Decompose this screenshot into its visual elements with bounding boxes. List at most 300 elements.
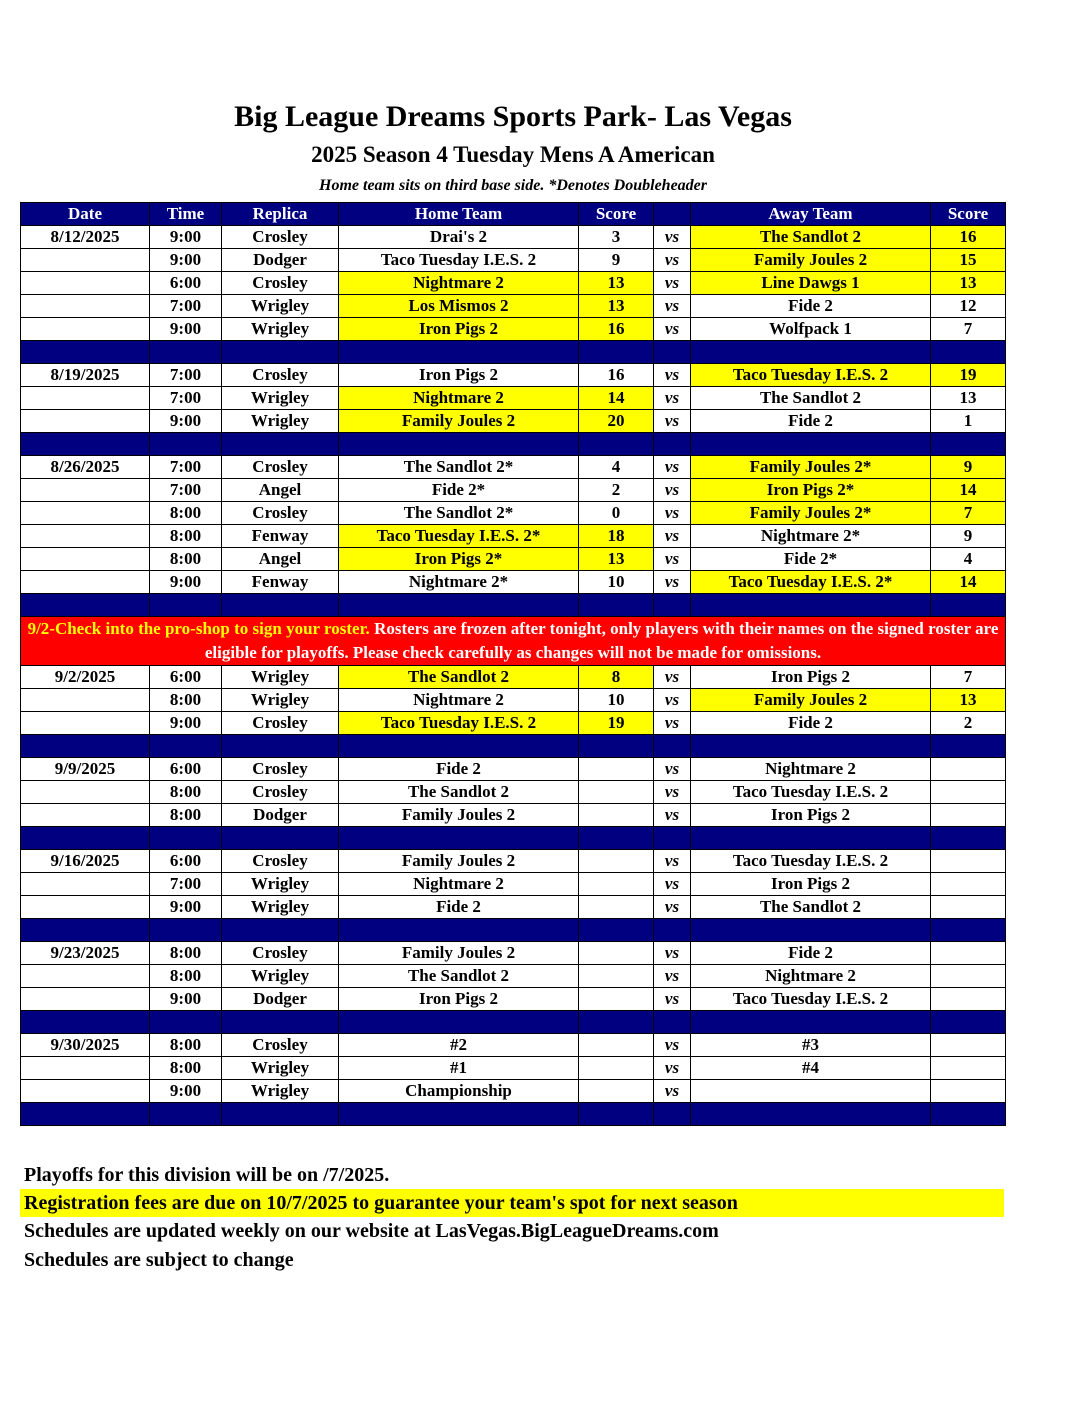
home-team: Fide 2 [339,758,579,781]
header-away-score: Score [931,203,1006,226]
schedule-body [21,226,1006,1126]
game-row [21,525,1006,548]
game-row [21,456,1006,479]
vs-label: vs [654,896,691,919]
away-score [931,850,1006,873]
week-separator-row [21,1011,1006,1034]
game-date [21,689,150,712]
home-team: Nightmare 2* [339,571,579,594]
home-team: Nightmare 2 [339,689,579,712]
home-team: Fide 2 [339,896,579,919]
home-score [579,942,654,965]
home-team: The Sandlot 2* [339,502,579,525]
game-time: 8:00 [150,548,222,571]
home-team: #2 [339,1034,579,1057]
game-row [21,548,1006,571]
game-replica: Wrigley [222,318,339,341]
game-date [21,410,150,433]
away-score: 16 [931,226,1006,249]
separator-cell [150,594,222,617]
separator-cell [579,919,654,942]
home-score: 13 [579,295,654,318]
separator-cell [21,827,150,850]
game-time: 9:00 [150,712,222,735]
away-team: Taco Tuesday I.E.S. 2 [691,364,931,387]
away-score [931,1080,1006,1103]
game-time: 9:00 [150,249,222,272]
game-row [21,873,1006,896]
game-row [21,387,1006,410]
game-time: 8:00 [150,1057,222,1080]
home-score: 13 [579,272,654,295]
game-row [21,226,1006,249]
vs-label: vs [654,502,691,525]
game-row [21,295,1006,318]
game-time: 8:00 [150,804,222,827]
home-score [579,1080,654,1103]
game-time: 7:00 [150,387,222,410]
away-team: Fide 2 [691,410,931,433]
away-score [931,896,1006,919]
game-date [21,781,150,804]
home-team: Taco Tuesday I.E.S. 2 [339,249,579,272]
game-replica: Crosley [222,712,339,735]
game-date [21,249,150,272]
away-team [691,1080,931,1103]
home-score: 3 [579,226,654,249]
game-time: 7:00 [150,479,222,502]
home-team: Nightmare 2 [339,873,579,896]
game-replica: Crosley [222,781,339,804]
week-separator-row [21,1103,1006,1126]
game-replica: Crosley [222,942,339,965]
away-score: 7 [931,666,1006,689]
away-team: The Sandlot 2 [691,226,931,249]
header-away-team: Away Team [691,203,931,226]
away-team: #3 [691,1034,931,1057]
separator-cell [654,594,691,617]
home-score [579,1057,654,1080]
separator-cell [579,433,654,456]
home-score: 8 [579,666,654,689]
notice-highlight: Check into the pro-shop to sign your roster. [54,619,370,638]
separator-cell [150,1011,222,1034]
week-separator-row [21,594,1006,617]
game-time: 9:00 [150,226,222,249]
home-score: 16 [579,318,654,341]
separator-cell [339,1011,579,1034]
separator-cell [150,1103,222,1126]
away-score [931,804,1006,827]
game-time: 7:00 [150,873,222,896]
game-time: 9:00 [150,896,222,919]
vs-label: vs [654,712,691,735]
home-score: 18 [579,525,654,548]
away-team: Fide 2 [691,295,931,318]
footer-playoffs: Playoffs for this division will be on /7/2025. [24,1164,390,1186]
separator-cell [691,1011,931,1034]
vs-label: vs [654,804,691,827]
game-time: 6:00 [150,758,222,781]
away-team: Nightmare 2* [691,525,931,548]
game-replica: Angel [222,548,339,571]
away-team: Iron Pigs 2 [691,804,931,827]
separator-cell [339,594,579,617]
notice-date: 9/2- [27,619,55,638]
game-replica: Angel [222,479,339,502]
header-replica: Replica [222,203,339,226]
separator-cell [654,919,691,942]
game-date [21,804,150,827]
separator-cell [222,341,339,364]
away-team: Taco Tuesday I.E.S. 2 [691,781,931,804]
vs-label: vs [654,456,691,479]
away-score: 2 [931,712,1006,735]
away-score: 14 [931,479,1006,502]
separator-cell [21,1103,150,1126]
game-time: 8:00 [150,781,222,804]
week-separator-row [21,341,1006,364]
game-date [21,896,150,919]
home-team: The Sandlot 2 [339,781,579,804]
vs-label: vs [654,689,691,712]
footer-subject: Schedules are subject to change [24,1249,294,1271]
game-replica: Fenway [222,571,339,594]
game-row [21,1080,1006,1103]
home-score [579,850,654,873]
game-replica: Dodger [222,804,339,827]
game-row [21,272,1006,295]
game-time: 7:00 [150,456,222,479]
game-time: 9:00 [150,318,222,341]
away-score: 7 [931,318,1006,341]
game-time: 6:00 [150,850,222,873]
separator-cell [222,827,339,850]
game-date [21,712,150,735]
home-team: Family Joules 2 [339,410,579,433]
vs-label: vs [654,965,691,988]
away-score [931,1034,1006,1057]
separator-cell [579,827,654,850]
footer-registration: Registration fees are due on 10/7/2025 to guarantee your team's spot for next season [20,1189,1004,1217]
game-date [21,502,150,525]
home-team: Championship [339,1080,579,1103]
separator-cell [691,1103,931,1126]
away-score [931,965,1006,988]
away-team: Family Joules 2 [691,689,931,712]
separator-cell [222,1011,339,1034]
separator-cell [21,919,150,942]
away-score: 9 [931,456,1006,479]
game-time: 9:00 [150,1080,222,1103]
separator-cell [691,341,931,364]
away-team: Nightmare 2 [691,965,931,988]
home-team: Iron Pigs 2 [339,364,579,387]
home-score: 13 [579,548,654,571]
game-replica: Dodger [222,249,339,272]
vs-label: vs [654,272,691,295]
home-score: 19 [579,712,654,735]
separator-cell [339,433,579,456]
vs-label: vs [654,758,691,781]
away-team: Taco Tuesday I.E.S. 2* [691,571,931,594]
vs-label: vs [654,850,691,873]
game-replica: Crosley [222,364,339,387]
away-team: Line Dawgs 1 [691,272,931,295]
game-date [21,318,150,341]
game-time: 7:00 [150,295,222,318]
game-time: 8:00 [150,689,222,712]
home-score [579,965,654,988]
game-row [21,689,1006,712]
separator-cell [654,341,691,364]
game-date: 9/2/2025 [21,666,150,689]
game-date [21,965,150,988]
game-time: 7:00 [150,364,222,387]
game-replica: Wrigley [222,965,339,988]
separator-cell [222,1103,339,1126]
home-score [579,804,654,827]
vs-label: vs [654,571,691,594]
footer-website: Schedules are updated weekly on our website at LasVegas.BigLeagueDreams.com [24,1220,719,1242]
game-row [21,850,1006,873]
roster-notice-row [21,617,1006,666]
home-team: The Sandlot 2 [339,965,579,988]
home-team: Taco Tuesday I.E.S. 2 [339,712,579,735]
game-replica: Crosley [222,758,339,781]
game-replica: Crosley [222,456,339,479]
home-score: 0 [579,502,654,525]
away-team: #4 [691,1057,931,1080]
vs-label: vs [654,387,691,410]
game-replica: Wrigley [222,295,339,318]
away-team: The Sandlot 2 [691,896,931,919]
separator-cell [931,1103,1006,1126]
game-row [21,1057,1006,1080]
home-team: Nightmare 2 [339,387,579,410]
away-score: 13 [931,272,1006,295]
home-team: Family Joules 2 [339,942,579,965]
vs-label: vs [654,295,691,318]
home-team: #1 [339,1057,579,1080]
game-date: 9/30/2025 [21,1034,150,1057]
home-score: 16 [579,364,654,387]
game-row [21,988,1006,1011]
vs-label: vs [654,781,691,804]
game-replica: Crosley [222,226,339,249]
game-replica: Wrigley [222,1080,339,1103]
game-time: 8:00 [150,525,222,548]
header-date: Date [21,203,150,226]
home-score [579,896,654,919]
separator-cell [222,735,339,758]
vs-label: vs [654,873,691,896]
separator-cell [931,1011,1006,1034]
page-subtitle: 2025 Season 4 Tuesday Mens A American [311,142,715,167]
away-score [931,988,1006,1011]
week-separator-row [21,433,1006,456]
game-date [21,272,150,295]
vs-label: vs [654,1080,691,1103]
home-score: 2 [579,479,654,502]
home-score [579,781,654,804]
separator-cell [579,1103,654,1126]
vs-label: vs [654,988,691,1011]
header-time: Time [150,203,222,226]
header-vs [654,203,691,226]
away-team: Family Joules 2* [691,502,931,525]
away-team: Fide 2 [691,942,931,965]
away-score [931,781,1006,804]
game-date [21,988,150,1011]
game-date: 8/26/2025 [21,456,150,479]
game-replica: Wrigley [222,666,339,689]
separator-cell [654,1011,691,1034]
away-team: Family Joules 2* [691,456,931,479]
home-score: 10 [579,689,654,712]
away-team: Family Joules 2 [691,249,931,272]
separator-cell [21,594,150,617]
vs-label: vs [654,525,691,548]
home-team: Drai's 2 [339,226,579,249]
game-date: 9/23/2025 [21,942,150,965]
separator-cell [579,735,654,758]
vs-label: vs [654,318,691,341]
game-row [21,942,1006,965]
game-date [21,1080,150,1103]
game-time: 8:00 [150,1034,222,1057]
game-date [21,571,150,594]
separator-cell [21,433,150,456]
game-replica: Crosley [222,272,339,295]
separator-cell [654,735,691,758]
separator-cell [654,1103,691,1126]
game-time: 6:00 [150,272,222,295]
game-time: 9:00 [150,410,222,433]
roster-notice [21,617,1006,666]
notice-text: Rosters are frozen after tonight, only players with their names on the signed roster are eligible for playoffs. Please check carefully as changes will not be made for omissions. [204,619,999,662]
week-separator-row [21,919,1006,942]
home-team: Family Joules 2 [339,850,579,873]
vs-label: vs [654,226,691,249]
home-team: Iron Pigs 2 [339,318,579,341]
home-score: 10 [579,571,654,594]
game-replica: Wrigley [222,689,339,712]
game-row [21,804,1006,827]
vs-label: vs [654,249,691,272]
game-time: 6:00 [150,666,222,689]
vs-label: vs [654,1057,691,1080]
home-team: The Sandlot 2 [339,666,579,689]
separator-cell [931,919,1006,942]
separator-cell [931,341,1006,364]
away-score: 9 [931,525,1006,548]
page-title: Big League Dreams Sports Park- Las Vegas [234,100,792,133]
separator-cell [222,433,339,456]
separator-cell [339,827,579,850]
home-team: Fide 2* [339,479,579,502]
separator-cell [931,594,1006,617]
game-row [21,410,1006,433]
game-date [21,295,150,318]
separator-cell [339,735,579,758]
separator-cell [150,433,222,456]
away-score: 13 [931,689,1006,712]
game-replica: Wrigley [222,410,339,433]
game-date [21,387,150,410]
vs-label: vs [654,364,691,387]
separator-cell [931,433,1006,456]
game-date: 8/19/2025 [21,364,150,387]
home-team: Taco Tuesday I.E.S. 2* [339,525,579,548]
away-score: 15 [931,249,1006,272]
away-team: Wolfpack 1 [691,318,931,341]
separator-cell [222,594,339,617]
vs-label: vs [654,479,691,502]
separator-cell [150,735,222,758]
vs-label: vs [654,942,691,965]
away-team: Fide 2 [691,712,931,735]
home-score: 4 [579,456,654,479]
separator-cell [931,735,1006,758]
separator-cell [691,919,931,942]
separator-cell [654,433,691,456]
game-row [21,318,1006,341]
game-date [21,548,150,571]
game-replica: Crosley [222,502,339,525]
away-score: 7 [931,502,1006,525]
home-score [579,873,654,896]
away-score: 13 [931,387,1006,410]
game-row [21,502,1006,525]
separator-cell [150,827,222,850]
game-date [21,479,150,502]
vs-label: vs [654,548,691,571]
game-replica: Fenway [222,525,339,548]
week-separator-row [21,735,1006,758]
game-replica: Wrigley [222,873,339,896]
away-team: Taco Tuesday I.E.S. 2 [691,988,931,1011]
table-header-row [21,203,1006,226]
away-team: Iron Pigs 2 [691,666,931,689]
home-team: Iron Pigs 2 [339,988,579,1011]
separator-cell [339,1103,579,1126]
game-date [21,1057,150,1080]
home-team: Los Mismos 2 [339,295,579,318]
away-score: 14 [931,571,1006,594]
separator-cell [21,735,150,758]
separator-cell [150,341,222,364]
away-team: Iron Pigs 2* [691,479,931,502]
game-row [21,479,1006,502]
away-team: Fide 2* [691,548,931,571]
separator-cell [579,594,654,617]
separator-cell [654,827,691,850]
schedule-table [20,202,1006,1126]
game-row [21,1034,1006,1057]
game-replica: Wrigley [222,387,339,410]
home-score [579,988,654,1011]
schedule-note: Home team sits on third base side. *Denotes Doubleheader [319,177,707,194]
game-row [21,571,1006,594]
home-score: 9 [579,249,654,272]
game-time: 9:00 [150,571,222,594]
separator-cell [339,341,579,364]
separator-cell [691,594,931,617]
game-row [21,781,1006,804]
game-replica: Wrigley [222,896,339,919]
home-team: Family Joules 2 [339,804,579,827]
